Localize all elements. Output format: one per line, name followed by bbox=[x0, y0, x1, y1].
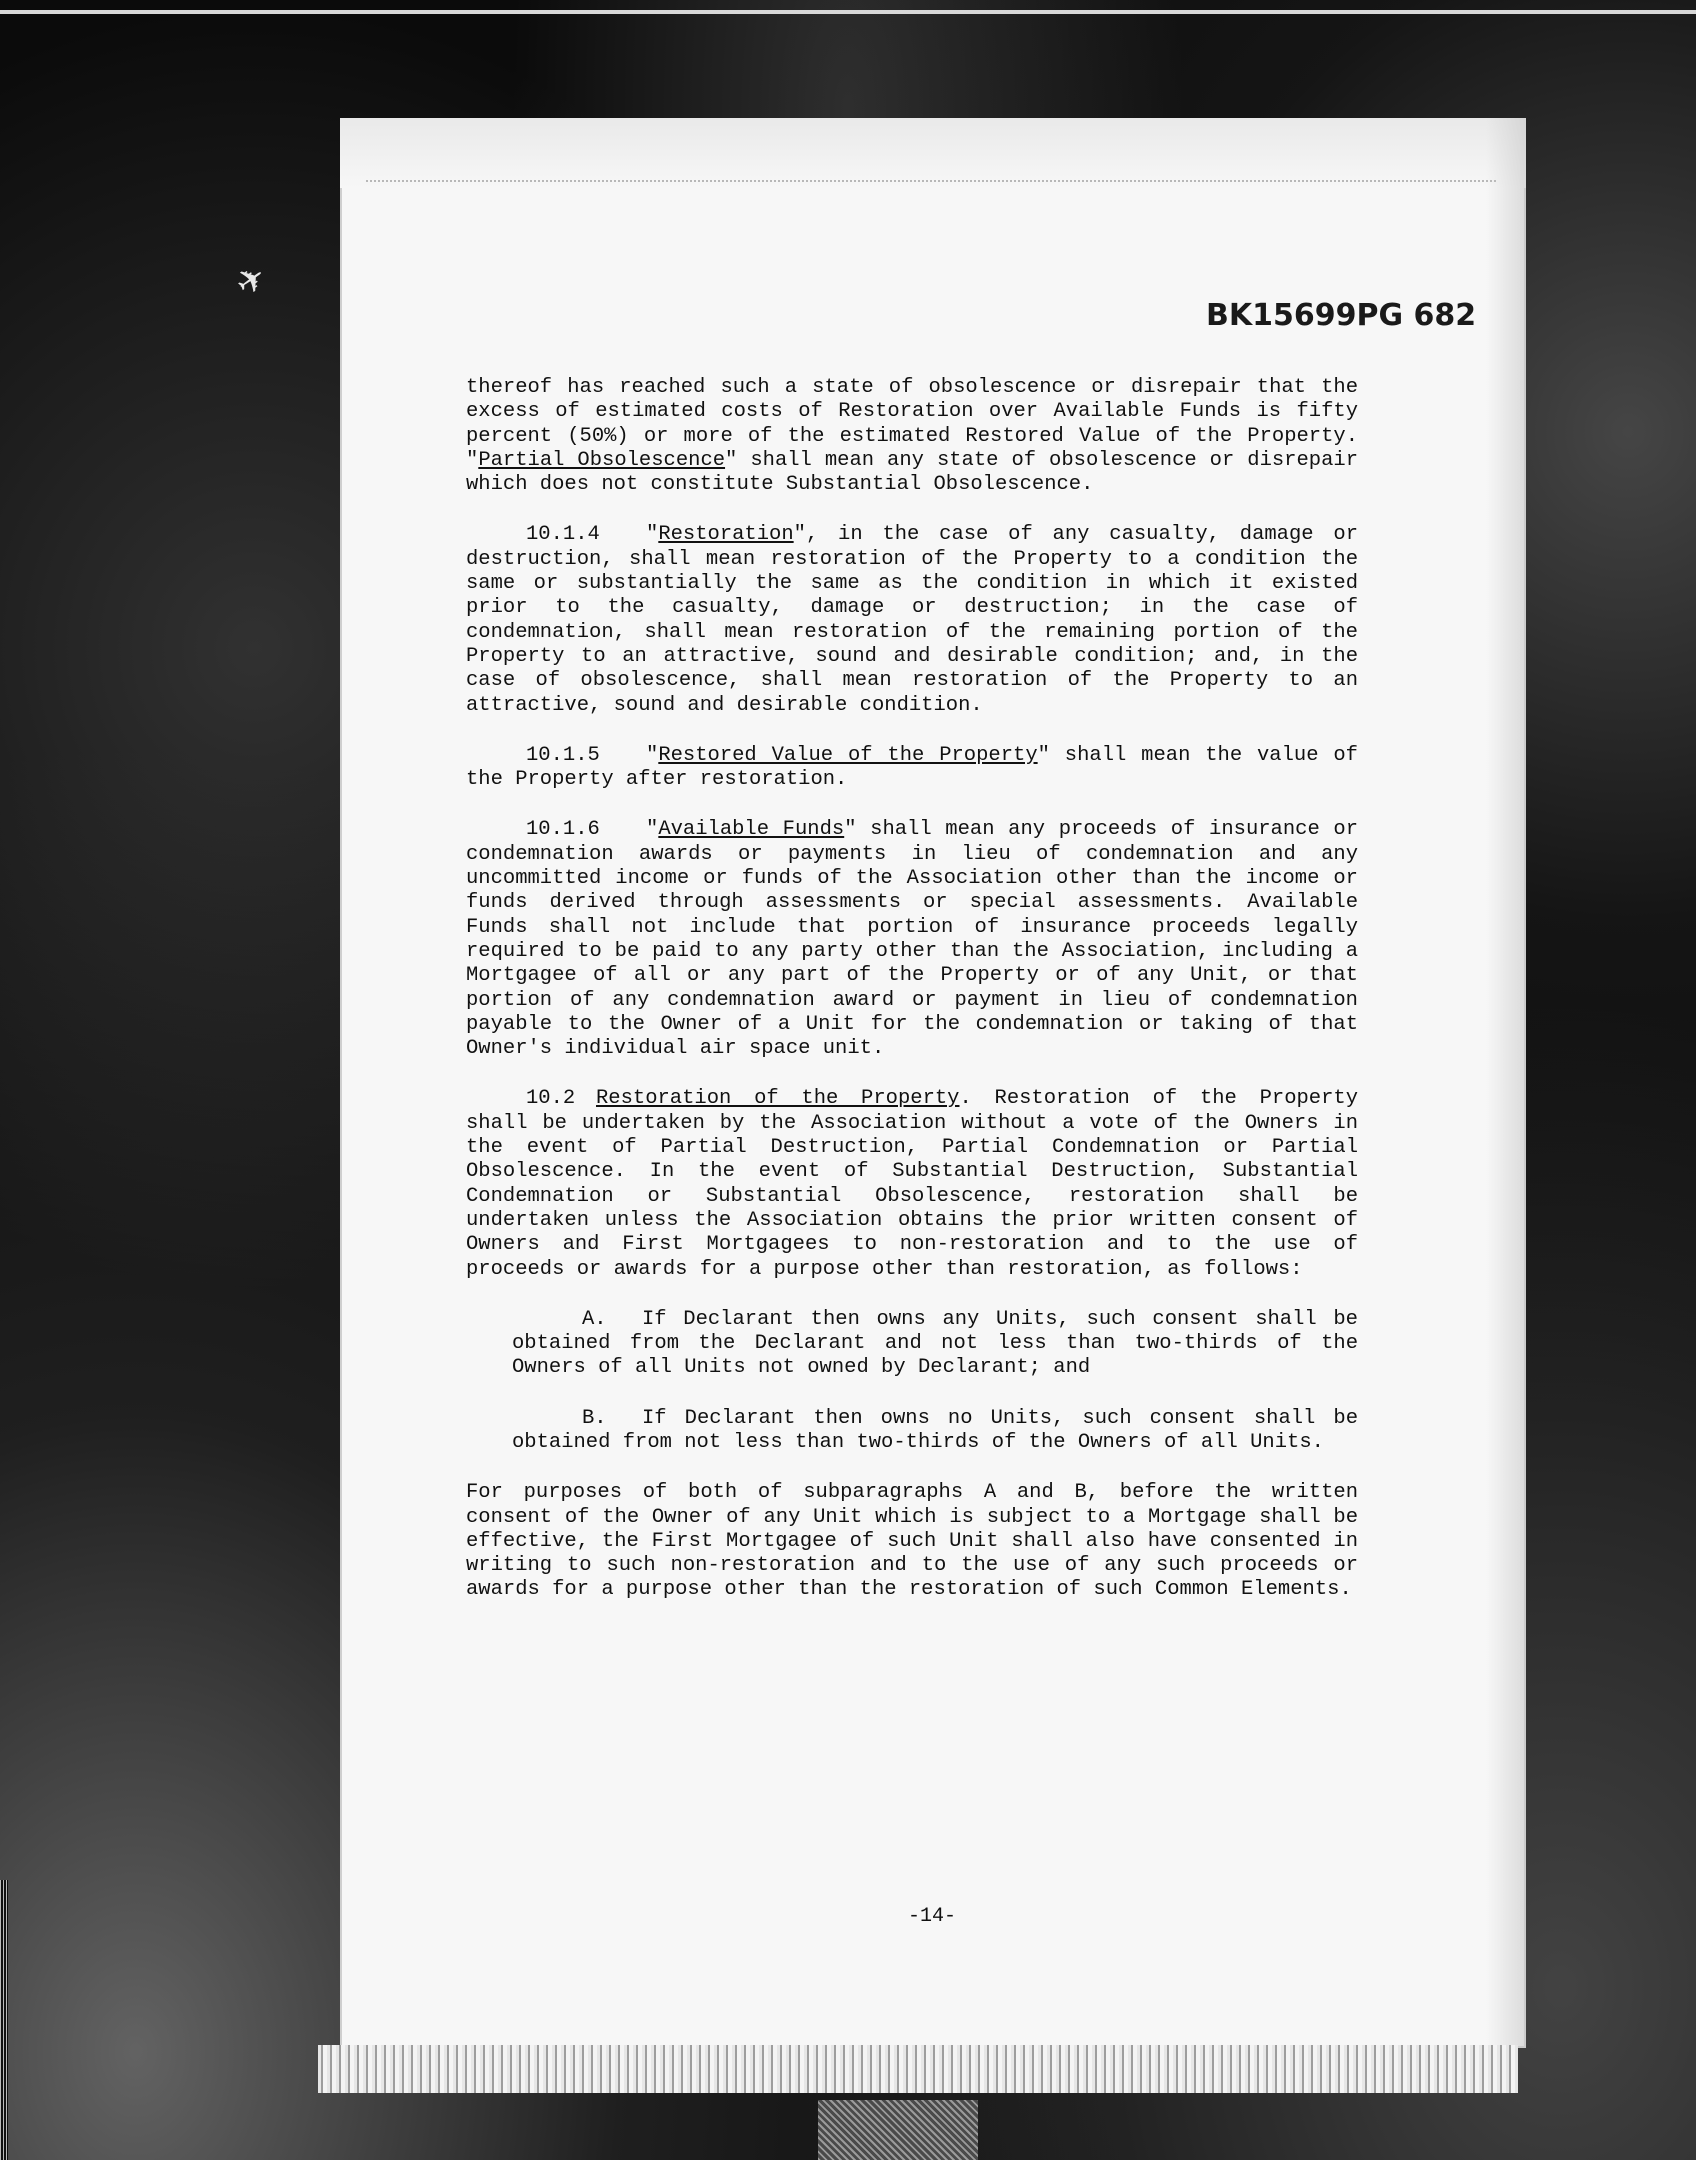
section-text: " shall mean the value of the Property after restoration. bbox=[466, 743, 1358, 792]
quote-mark: " bbox=[646, 743, 659, 767]
scan-bottom-strip bbox=[318, 2045, 1518, 2093]
section-number: 10.1.4 bbox=[526, 523, 600, 547]
section-number: 10.1.5 bbox=[526, 743, 600, 767]
page-number: -14- bbox=[907, 1905, 956, 1928]
defined-term: Restoration bbox=[658, 523, 794, 547]
closing-paragraph: For purposes of both of subparagraphs A and B, before the written consent of the Owner of any Unit which is subject to a Mortgage shall be effective, the First Mortgagee of such Unit shall also have consented in writing to such non-restoration and to the use of any such proceeds or awards for a purpose other than the restoration of such Common Elements. bbox=[466, 1481, 1358, 1602]
document-page bbox=[340, 118, 1526, 2048]
document-body bbox=[466, 376, 1358, 1629]
defined-term: Partial Obsolescence bbox=[478, 448, 726, 472]
paragraph-continuation bbox=[466, 376, 1358, 497]
section-10-2 bbox=[466, 1087, 1358, 1281]
section-text: ", in the case of any casualty, damage or destruction, shall mean restoration of the Property to a condition the same or substantially the same as the condition in which it existed prior to the casualty, damage or destruction; in the case of condemnation, shall mean restoration of the remaining portion of the Property to an attractive, sound and desirable condition; and, in the case of obsolescence, shall mean restoration of the Property to an attractive, sound and desirable condition. bbox=[466, 523, 1358, 717]
subparagraph-b bbox=[466, 1407, 1358, 1456]
section-10-1-6 bbox=[466, 818, 1358, 1061]
defined-term: Available Funds bbox=[658, 818, 845, 842]
page-right-shade bbox=[1486, 118, 1526, 2048]
book-page-stamp: BK15699PG 682 bbox=[1206, 298, 1477, 333]
section-heading: Restoration of the Property bbox=[596, 1087, 960, 1111]
page-dotted-edge bbox=[366, 180, 1496, 192]
scan-bottom-tab bbox=[818, 2100, 978, 2160]
paragraph-text: " shall mean any state of obsolescence or disrepair which does not constitute Substantial Obsolescence. bbox=[466, 448, 1358, 497]
section-text: . Restoration of the Property shall be undertaken by the Association without a vote of the Owners in the event of Partial Destruction, Partial Condemnation or Partial Obsolescence. In the event of Substantial Destruction, Substantial Condemnation or Substantial Obsolescence, restoration shall be undertaken unless the Association obtains the prior written consent of Owners and First Mortgagees to non-restoration and to the use of proceeds or awards for a purpose other than restoration, as follows: bbox=[466, 1087, 1359, 1281]
scan-top-rule bbox=[0, 10, 1696, 14]
subparagraph-text: If Declarant then owns no Units, such consent shall be obtained from not less than two-thirds of the Owners of all Units. bbox=[512, 1406, 1358, 1454]
quote-mark: " bbox=[646, 523, 659, 547]
scan-artifact-mark: ✈ bbox=[225, 251, 278, 310]
subparagraph-text: If Declarant then owns any Units, such consent shall be obtained from the Declarant and not less than two-thirds of the Owners of all Units not owned by Declarant; and bbox=[512, 1307, 1358, 1380]
section-number: 10.1.6 bbox=[526, 818, 600, 842]
subparagraph-label: B. bbox=[582, 1406, 607, 1430]
section-10-1-4 bbox=[466, 523, 1358, 717]
paragraph-text: thereof has reached such a state of obsolescence or disrepair that the excess of estimated costs of Restoration over Available Funds is fifty percent (50%) or more of the estimated Restored Value of the Property. " bbox=[466, 376, 1358, 472]
scan-left-edge bbox=[0, 1880, 8, 2160]
subparagraph-a bbox=[466, 1308, 1358, 1381]
section-10-1-5 bbox=[466, 744, 1358, 793]
section-number: 10.2 bbox=[526, 1087, 576, 1111]
quote-mark: " bbox=[646, 818, 659, 842]
subparagraph-label: A. bbox=[582, 1307, 607, 1331]
defined-term: Restored Value of the Property bbox=[658, 743, 1038, 767]
section-text: " shall mean any proceeds of insurance or condemnation awards or payments in lieu of condemnation and any uncommitted income or funds of the Association other than the income or funds derived through assessments or special assessments. Available Funds shall not include that portion of insurance proceeds legally required to be paid to any party other than the Association, including a Mortgagee of all or any part of the Property or of any Unit, or that portion of any condemnation award or payment in lieu of condemnation payable to the Owner of a Unit for the condemnation or taking of that Owner's individual air space unit. bbox=[466, 818, 1359, 1061]
page-top-shade bbox=[340, 118, 1526, 188]
